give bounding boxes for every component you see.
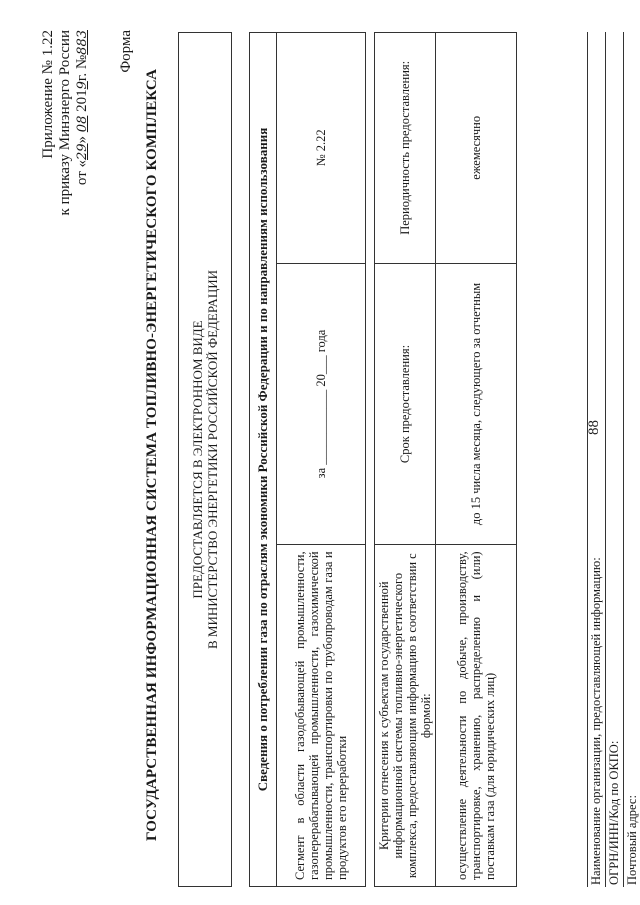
submission-header-cell: ПРЕДОСТАВЛЯЕТСЯ В ЭЛЕКТРОННОМ ВИДЕ В МИНИСТЕРСТВО ЭНЕРГЕТИКИ РОССИЙСКОЙ ФЕДЕРАЦИИ: [179, 33, 232, 887]
appendix-line2: к приказу Минэнерго России: [57, 30, 73, 216]
criteria-table: [374, 32, 517, 887]
criteria-header: Критерии отнесения к субъектам государственной информационной системы топливно-энергетического комплекса, предоставляющим информацию в соответствии с формой:: [375, 545, 436, 887]
forma-label: Форма: [118, 30, 134, 73]
org-name-field: Наименование организации, предоставляющей информацию:: [587, 32, 605, 887]
handwritten-day: 29: [75, 143, 90, 160]
system-title: ГОСУДАРСТВЕННАЯ ИНФОРМАЦИОННАЯ СИСТЕМА ТОПЛИВНО-ЭНЕРГЕТИЧЕСКОГО КОМПЛЕКСА: [144, 68, 160, 842]
criteria-value: осуществление деятельности по добыче, производству, транспортировке, хранению, распределению и (или) поставкам газа (для юридических лиц): [436, 545, 517, 887]
segment-cell: Сегмент в области газодобывающей промышленности, газоперерабатывающей промышленности, газохимической промышленности, транспортировки по трубопроводам газа и продуктов его переработки: [277, 545, 366, 887]
info-table: [249, 32, 366, 887]
handwritten-year-digit: 9: [75, 81, 90, 90]
period-cell: за ____________ 20___ года: [277, 263, 366, 545]
org-codes-field: ОГРН/ИНН/Код по ОКПО:: [605, 32, 623, 887]
handwritten-order-number: 883: [75, 30, 90, 55]
appendix-block: [40, 30, 91, 215]
deadline-header: Срок предоставления:: [375, 263, 436, 545]
appendix-date-line: от «29» 08 2019г. №883: [74, 30, 90, 186]
deadline-value: до 15 числа месяца, следующего за отчетным: [436, 263, 517, 545]
periodicity-value: ежемесячно: [436, 33, 517, 264]
handwritten-month: 08: [75, 115, 90, 133]
page-number: 88: [586, 420, 602, 435]
organization-fields: [587, 32, 640, 887]
periodicity-header: Периодичность предоставления:: [375, 33, 436, 264]
submission-header-table: [178, 32, 232, 887]
form-number-cell: № 2.22: [277, 33, 366, 264]
rotated-page-content: [12, 15, 639, 895]
appendix-line1: Приложение № 1.22: [40, 30, 56, 159]
postal-address-field: Почтовый адрес:: [623, 32, 640, 887]
info-table-heading: Сведения о потреблении газа по отраслям экономики Российской Федерации и по направлениям использования: [250, 33, 277, 887]
